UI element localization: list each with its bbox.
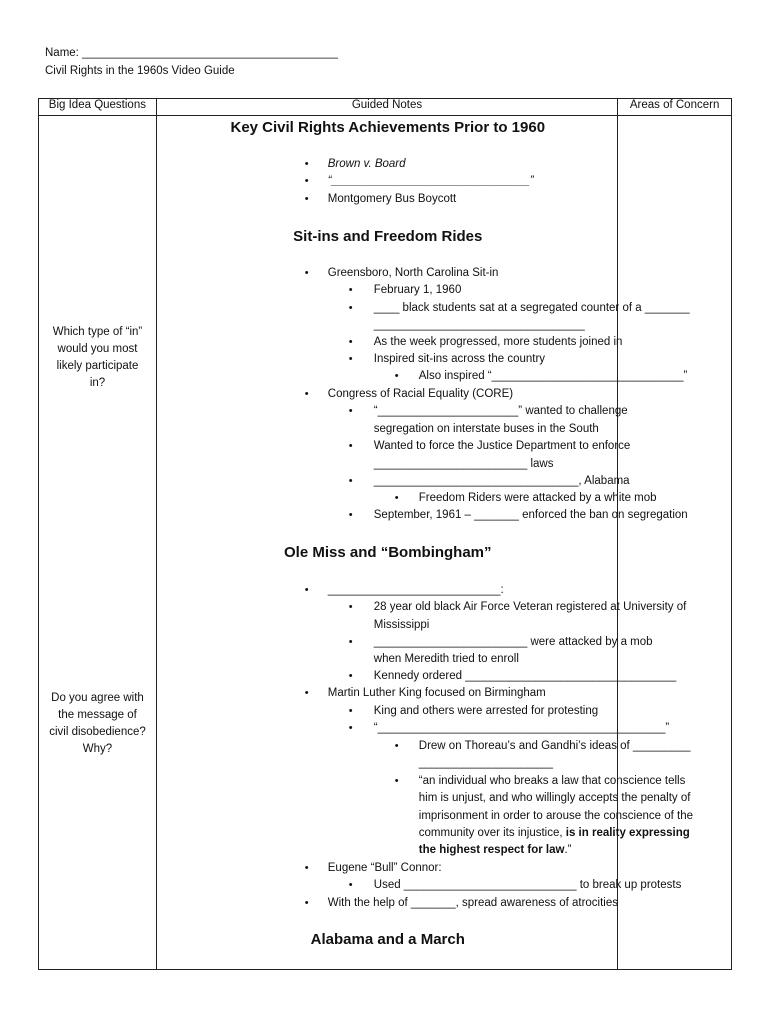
note-montgomery: Montgomery Bus Boycott [327, 193, 457, 205]
note-also-inspired: Also inspired “______________________________” [418, 370, 688, 382]
bullet-icon: • [348, 405, 353, 417]
bullet-icon: • [348, 601, 353, 613]
note-quote-line-4: community over its injustice, is in reality expressing [418, 827, 690, 839]
note-core: Congress of Racial Equality (CORE) [327, 388, 514, 400]
note-quote-line-3: imprisonment in order to arouse the conscience of the [418, 810, 693, 822]
note-letter-blank: “_____________________________________________” [373, 722, 670, 734]
bullet-icon: • [348, 509, 353, 521]
col-header-big-idea: Big Idea Questions [39, 99, 157, 116]
note-attacked-by-mob: ________________________ were attacked by a mob [373, 636, 653, 648]
bullet-icon: • [394, 370, 399, 382]
table-header-row [39, 99, 732, 116]
bullet-icon: • [304, 267, 309, 279]
bullet-icon: • [304, 175, 309, 187]
note-quote-line-5: the highest respect for law.” [418, 844, 572, 856]
table-body-row [39, 116, 732, 970]
note-king-arrested: King and others were arrested for protesting [373, 705, 599, 717]
note-help-of: With the help of _______, spread awareness of atrocities [327, 897, 618, 909]
note-inspired-sit-ins: Inspired sit-ins across the country [373, 353, 546, 365]
bullet-icon: • [348, 336, 353, 348]
bullet-icon: • [348, 284, 353, 296]
section-title-ole-miss: Ole Miss and “Bombingham” [284, 544, 492, 561]
note-thoreau-gandhi: Drew on Thoreau’s and Gandhi’s ideas of _________ [418, 740, 691, 752]
video-guide-table [38, 98, 732, 970]
bullet-icon: • [348, 705, 353, 717]
bullet-icon: • [304, 687, 309, 699]
question-2: Do you agree with the message of civil disobedience? Why? [49, 692, 146, 755]
bullet-icon: • [304, 862, 309, 874]
note-quote-line-1: “an individual who breaks a law that conscience tells [418, 775, 686, 787]
note-air-force-veteran: 28 year old black Air Force Veteran registered at University of [373, 601, 687, 613]
note-used-blank: Used ___________________________ to break up protests [373, 879, 682, 891]
note-wanted-challenge: “______________________” wanted to challenge [373, 405, 628, 417]
bullet-icon: • [394, 775, 399, 787]
big-idea-column [39, 116, 157, 970]
note-black-students-cont: _________________________________ [373, 319, 585, 331]
document-subtitle: Civil Rights in the 1960s Video Guide [45, 65, 235, 77]
note-black-students: ____ black students sat at a segregated counter of a _______ [373, 302, 690, 314]
note-kennedy-ordered: Kennedy ordered _________________________________ [373, 670, 677, 682]
bullet-icon: • [348, 302, 353, 314]
bullet-icon: • [348, 475, 353, 487]
section-title-alabama-march: Alabama and a March [310, 931, 465, 948]
bullet-icon: • [348, 879, 353, 891]
name-line: Name: ________________________________________ [45, 47, 338, 59]
section-title-sit-ins: Sit-ins and Freedom Rides [293, 228, 483, 245]
note-feb-1960: February 1, 1960 [373, 284, 462, 296]
note-brown-v-board: Brown v. Board [327, 158, 406, 170]
col-header-areas-of-concern: Areas of Concern [618, 99, 732, 116]
bullet-icon: • [304, 193, 309, 205]
note-mississippi: Mississippi [373, 619, 430, 631]
note-freedom-riders-attacked: Freedom Riders were attacked by a white mob [418, 492, 657, 504]
note-blank-quote: “_______________________________” [327, 175, 534, 187]
bullet-icon: • [304, 388, 309, 400]
note-greensboro: Greensboro, North Carolina Sit-in [327, 267, 499, 279]
bullet-icon: • [304, 584, 309, 596]
note-quote-line-2: him is unjust, and who willingly accepts the penalty of [418, 792, 691, 804]
note-justice-dept-cont: ________________________ laws [373, 458, 554, 470]
bullet-icon: • [348, 440, 353, 452]
bullet-icon: • [348, 670, 353, 682]
bullet-icon: • [348, 636, 353, 648]
note-mlk-birmingham: Martin Luther King focused on Birmingham [327, 687, 546, 699]
guided-notes-column [156, 116, 693, 970]
note-wanted-challenge-cont: segregation on interstate buses in the South [373, 423, 599, 435]
areas-of-concern-column [618, 116, 732, 970]
question-1: Which type of “in” would you most likely participate in? [52, 326, 143, 389]
note-bull-connor: Eugene “Bull” Connor: [327, 862, 442, 874]
section-title-achievements: Key Civil Rights Achievements Prior to 1960 [230, 119, 546, 136]
note-alabama-blank: ________________________________, Alabama [373, 475, 630, 487]
bullet-icon: • [348, 353, 353, 365]
bullet-icon: • [394, 740, 399, 752]
note-sept-1961: September, 1961 – _______ enforced the ban on segregation [373, 509, 688, 521]
bullet-icon: • [394, 492, 399, 504]
note-meredith-blank: ___________________________: [327, 584, 504, 596]
bullet-icon: • [304, 158, 309, 170]
note-thoreau-gandhi-cont: _____________________ [418, 757, 554, 769]
note-meredith-enroll: when Meredith tried to enroll [373, 653, 519, 665]
bullet-icon: • [348, 722, 353, 734]
col-header-guided-notes: Guided Notes [156, 99, 617, 116]
note-justice-dept: Wanted to force the Justice Department to enforce [373, 440, 631, 452]
note-week-progressed: As the week progressed, more students joined in [373, 336, 623, 348]
bullet-icon: • [304, 897, 309, 909]
